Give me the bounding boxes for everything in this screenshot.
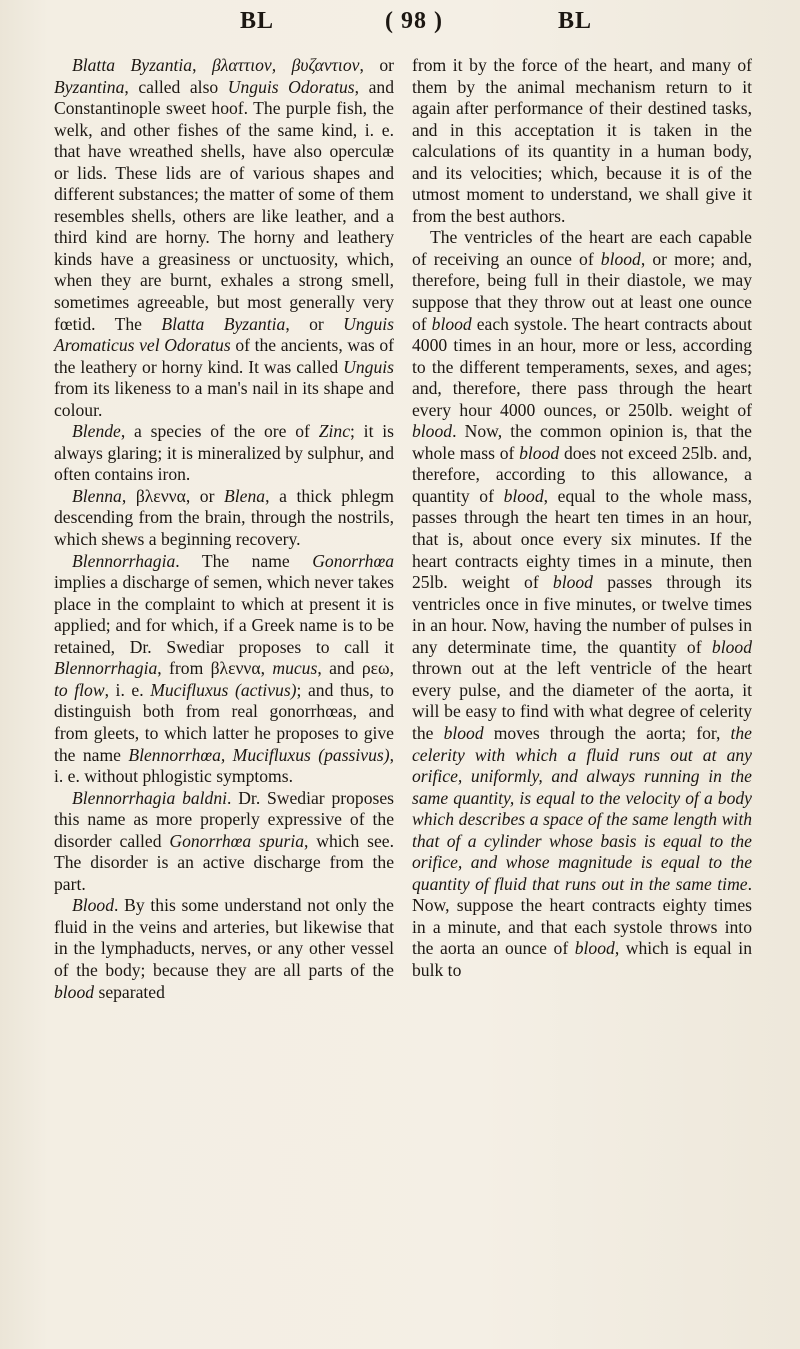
italic-text: blood [552,572,593,593]
text-run: , or more; and, therefore, being full in their diastole, we may suppose that they throw out at least one ounce of [412,248,752,334]
italic-text: blood [503,485,544,506]
italic-text: mucus [272,658,318,679]
italic-text: blood [431,313,472,334]
text-run: ; it is always glaring; it is mineralized by sulphur, and often contains iron. [54,421,394,485]
text-run: . Now, the common opinion is, that the whole mass of [412,421,752,463]
italic-text: Blenna [72,485,122,506]
entry-blennorrhagia-baldni [54,788,394,896]
page-number: ( 98 ) [385,8,443,34]
header-right-guide-word: BL [558,8,593,34]
entry-blennorrhagia [54,551,394,788]
running-header [0,6,800,46]
italic-text: blood [443,722,484,743]
text-run: separated [94,981,165,1002]
italic-text: βλαττιον, βυζαντιον [212,55,360,75]
italic-text: blood [412,421,453,442]
entry-blatta [54,55,394,421]
italic-text: blood [711,636,752,657]
italic-text: Blena [224,485,266,506]
text-run: , i. e. [104,679,151,700]
header-left-guide-word: BL [240,8,275,34]
entry-ventricles [412,227,752,981]
text-run: , [192,55,213,75]
text-run: from its likeness to a man's nail in its shape and colour. [54,378,394,420]
text-run: . By this some understand not only the fluid in the veins and arteries, but likewise that in the lymphaducts, nerves, or any other vessel of the body; because they are all parts of the [54,895,394,980]
italic-text: blood [54,981,95,1002]
text-run: , equal to the whole mass, passes through the heart ten times in an hour, that is, about once every six minutes. If the heart contracts eighty times in a minute, then 25lb. weight of [412,485,752,593]
text-run: from it by the force of the heart, and many of them by the animal mechanism return to it again after performance of their destined tasks, and in this acceptation it is taken in the calculations of its quantity in a human body, and its velocities; which, because it is of the utmost moment to understand, we shall give it from the best authors. [412,55,752,226]
entry-blenna [54,486,394,551]
text-run: , i. e. without phlogistic symptoms. [54,744,394,787]
text-run: , βλεννα, or [121,485,225,506]
entry-cont [412,55,752,227]
text-run: passes through its ventricles once in five minutes, or twelve times in an hour. Now, having the number of pulses in any determinate time, the quantity of [412,572,752,657]
text-run: of the ancients, was of the leathery or horny kind. It was called [54,335,395,377]
text-run: , and Constantinople sweet hoof. The purple fish, the welk, and other fishes of the same kind, i. e. that have wreathed shells, have also operculæ or lids. These lids are of various shapes and different substances; the matter of some of them resembles shells, others are like leather, and a third kind are horny. The horny and leathery kinds have a greasiness or unctuosity, which, when they are burnt, exhales a strong smell, sometimes agreeable, but most generally very fœtid. The [54,76,394,334]
text-run: , or [285,313,344,334]
italic-text: Gonorrhœa [312,550,394,571]
italic-text: Blennorrhagia baldni [72,787,228,808]
text-run: . Now, suppose the heart contracts eighty times in a minute, and that each systole throws into the aorta an ounce of [412,873,752,959]
italic-text: Blood [72,895,115,916]
italic-text: Blennorrhagia [72,550,176,571]
italic-text: Zinc [318,421,350,442]
italic-text: the celerity with which a fluid runs out at any orifice, uniformly, and always running in the same quantity, is equal to the velocity of a body which describes a space of the same length with that of a cylinder whose basis is equal to the orifice, and whose magnitude is equal to the quantity of fluid that runs out in the same time [412,722,752,894]
text-run: , a thick phlegm descending from the brain, through the nostrils, which shews a beginning recovery. [54,485,394,550]
text-run: implies a discharge of semen, which never takes place in the complaint to which at present it is applied; and for which, if a Greek name is to be retained, Dr. Swediar proposes to call it [54,572,394,657]
italic-text: Blennorrhagia [54,658,158,679]
text-run: does not exceed 25lb. and, therefore, according to this allowance, a quantity of [412,442,752,506]
italic-text: blood [574,938,615,959]
italic-text: Mucifluxus (activus) [150,679,297,700]
text-run: , called also [124,76,228,97]
text-run: ; and thus, to distinguish both from real gonorrhœas, and from gleets, to which latter he proposes to give the name [54,679,394,765]
text-run: , a species of the ore of [120,421,319,442]
italic-text: blood [519,442,560,463]
text-run: , or [359,55,395,75]
text-run: moves through the aorta; for, [483,722,731,743]
italic-text: blood [600,248,641,269]
text-run: thrown out at the left ventricle of the heart every pulse, and the diameter of the aorta, it will be easy to find with what degree of celerity the [412,658,752,743]
italic-text: to flow [54,679,105,700]
text-run: each systole. The heart contracts about 4000 times in an hour, more or less, according to the different temperaments, sexes, and ages; and, therefore, there pass through the heart every hour 4000 ounces, or 250lb. weight of [412,313,752,420]
text-run: . The name [175,550,313,571]
text-run: , which see. The disorder is an active discharge from the part. [54,830,394,894]
entry-blood [54,895,394,1003]
right-text-column [412,55,752,982]
entry-blende [54,421,394,486]
italic-text: Byzantina [54,76,125,97]
text-run: , which is equal in bulk to [412,938,752,980]
italic-text: Blende [72,421,121,442]
italic-text: Blatta Byzantia [72,55,193,75]
left-text-column [54,55,394,1003]
italic-text: Unguis [343,356,394,377]
italic-text: Gonorrhœa spuria [169,830,305,851]
italic-text: Unguis Aromaticus vel Odoratus [54,313,394,356]
italic-text: Blennorrhœa, Mucifluxus (passivus) [128,744,390,765]
text-run: , and ρεω, [317,658,394,679]
text-run: . Dr. Swediar proposes this name as more properly expressive of the disorder called [54,787,394,851]
italic-text: Blatta Byzantia [161,313,286,334]
italic-text: Unguis Odoratus [227,76,355,97]
text-run: The ventricles of the heart are each capable of receiving an ounce of [412,227,752,269]
text-run: , from βλεννα, [157,658,273,679]
